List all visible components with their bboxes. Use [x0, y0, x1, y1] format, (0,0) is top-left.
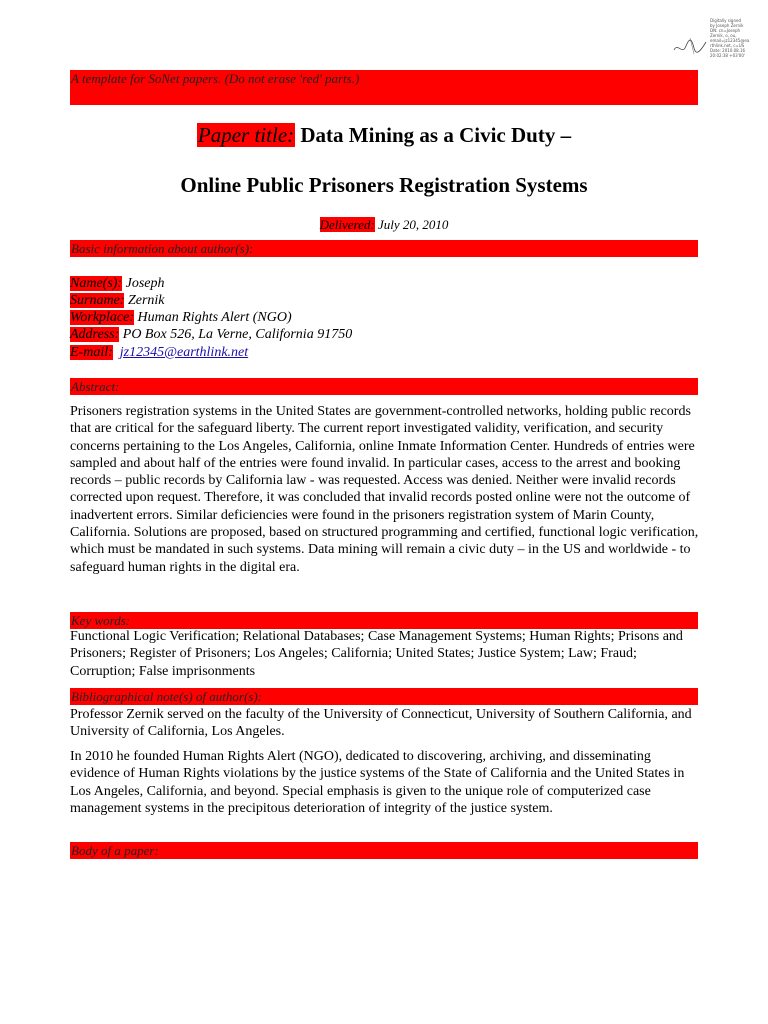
- author-surname: Zernik: [124, 293, 165, 308]
- delivered-label: Delivered:: [319, 217, 375, 232]
- delivered-line: [0, 216, 768, 233]
- section-bio-label: Bibliographical note(s) of author(s):: [71, 689, 263, 704]
- section-body-label: Body of a paper:: [71, 843, 159, 858]
- author-name: Joseph: [122, 276, 165, 291]
- author-workplace-row: [70, 309, 292, 326]
- paper-title-line1: Data Mining as a Civic Duty –: [295, 123, 572, 147]
- section-keywords: [70, 612, 698, 629]
- author-email-link[interactable]: jz12345@earthlink.net: [119, 345, 249, 360]
- section-keywords-label: Key words:: [71, 613, 131, 628]
- section-body: [70, 842, 698, 859]
- bio-text-1: Professor Zernik served on the faculty of the University of Connecticut, University of Southern California, and University of California, Los Angeles.: [70, 707, 692, 740]
- author-surname-row: [70, 292, 165, 309]
- keywords-text: Functional Logic Verification; Relational Databases; Case Management Systems; Human Rights; Prisons and Prisoners; Register of Prisoners; Los Angeles; California; United States; Justice System; Law; Fraud; Corruption; False imprisonments: [70, 629, 683, 679]
- delivered-date: July 20, 2010: [374, 217, 449, 232]
- author-address: PO Box 526, La Verne, California 91750: [119, 327, 353, 342]
- bio-text-2: In 2010 he founded Human Rights Alert (NGO), dedicated to discovering, archiving, and disseminating evidence of Human Rights violations by the justice systems of the State of California and the United States in Los Angeles, California, and beyond. Special emphasis is given to the unique role of computerized case management systems in the precipitous deterioration of integrity of the justice system.: [70, 749, 685, 816]
- author-name-row: [70, 275, 165, 292]
- section-abstract-label: Abstract:: [71, 379, 120, 394]
- author-workplace-label: Workplace:: [70, 310, 135, 325]
- section-bio: [70, 688, 698, 705]
- author-address-label: Address:: [70, 327, 120, 342]
- abstract-text: Prisoners registration systems in the United States are government-controlled networks, holding public records that are critical for the safeguard liberty. The current report investigated validity, verification, and security concerns pertaining to the Los Angeles, California, online Inmate Information Center. Hundreds of entries were sampled and about half of the entries were found invalid. In particular cases, access to the arrest and booking records – public records by California law - was requested. Access was denied. Neither were invalid records corrected upon request. Therefore, it was concluded that invalid records posted online were not the outcome of inadvertent errors. Similar deficiencies were found in the prisoners registration system of Marin County, California. Solutions are proposed, based on structured programming and certified, functional logic verification, which must be mandated in such systems. Data mining will remain a civic duty – in the US and worldwide - to safeguard human rights in the digital era.: [70, 404, 699, 575]
- author-surname-label: Surname:: [70, 293, 125, 308]
- digital-signature: [672, 18, 752, 64]
- section-basic-info: [70, 240, 698, 257]
- author-workplace: Human Rights Alert (NGO): [134, 310, 292, 325]
- paper-title-line2: Online Public Prisoners Registration Systems: [180, 173, 588, 197]
- author-address-row: [70, 326, 352, 343]
- author-name-label: Name(s):: [70, 276, 123, 291]
- section-basic-info-label: Basic information about author(s):: [71, 241, 254, 256]
- template-note: A template for SoNet papers. (Do not erase 'red' parts.): [71, 71, 360, 86]
- paper-title-label: Paper title:: [197, 123, 295, 147]
- signature-scribble-icon: [672, 32, 710, 58]
- section-abstract: [70, 378, 698, 395]
- template-note-bar: [70, 70, 698, 105]
- paper-title: [0, 121, 768, 149]
- signature-text: Digitally signed by Joseph Zernik DN: cn=Joseph Zernik, o, ou, email=jz12345@ea rthlink.net, c=US Date: 2010.08.16 20:02:38 +03'00': [710, 18, 750, 58]
- author-email-label: E-mail:: [70, 345, 113, 360]
- author-email-row: [70, 344, 248, 361]
